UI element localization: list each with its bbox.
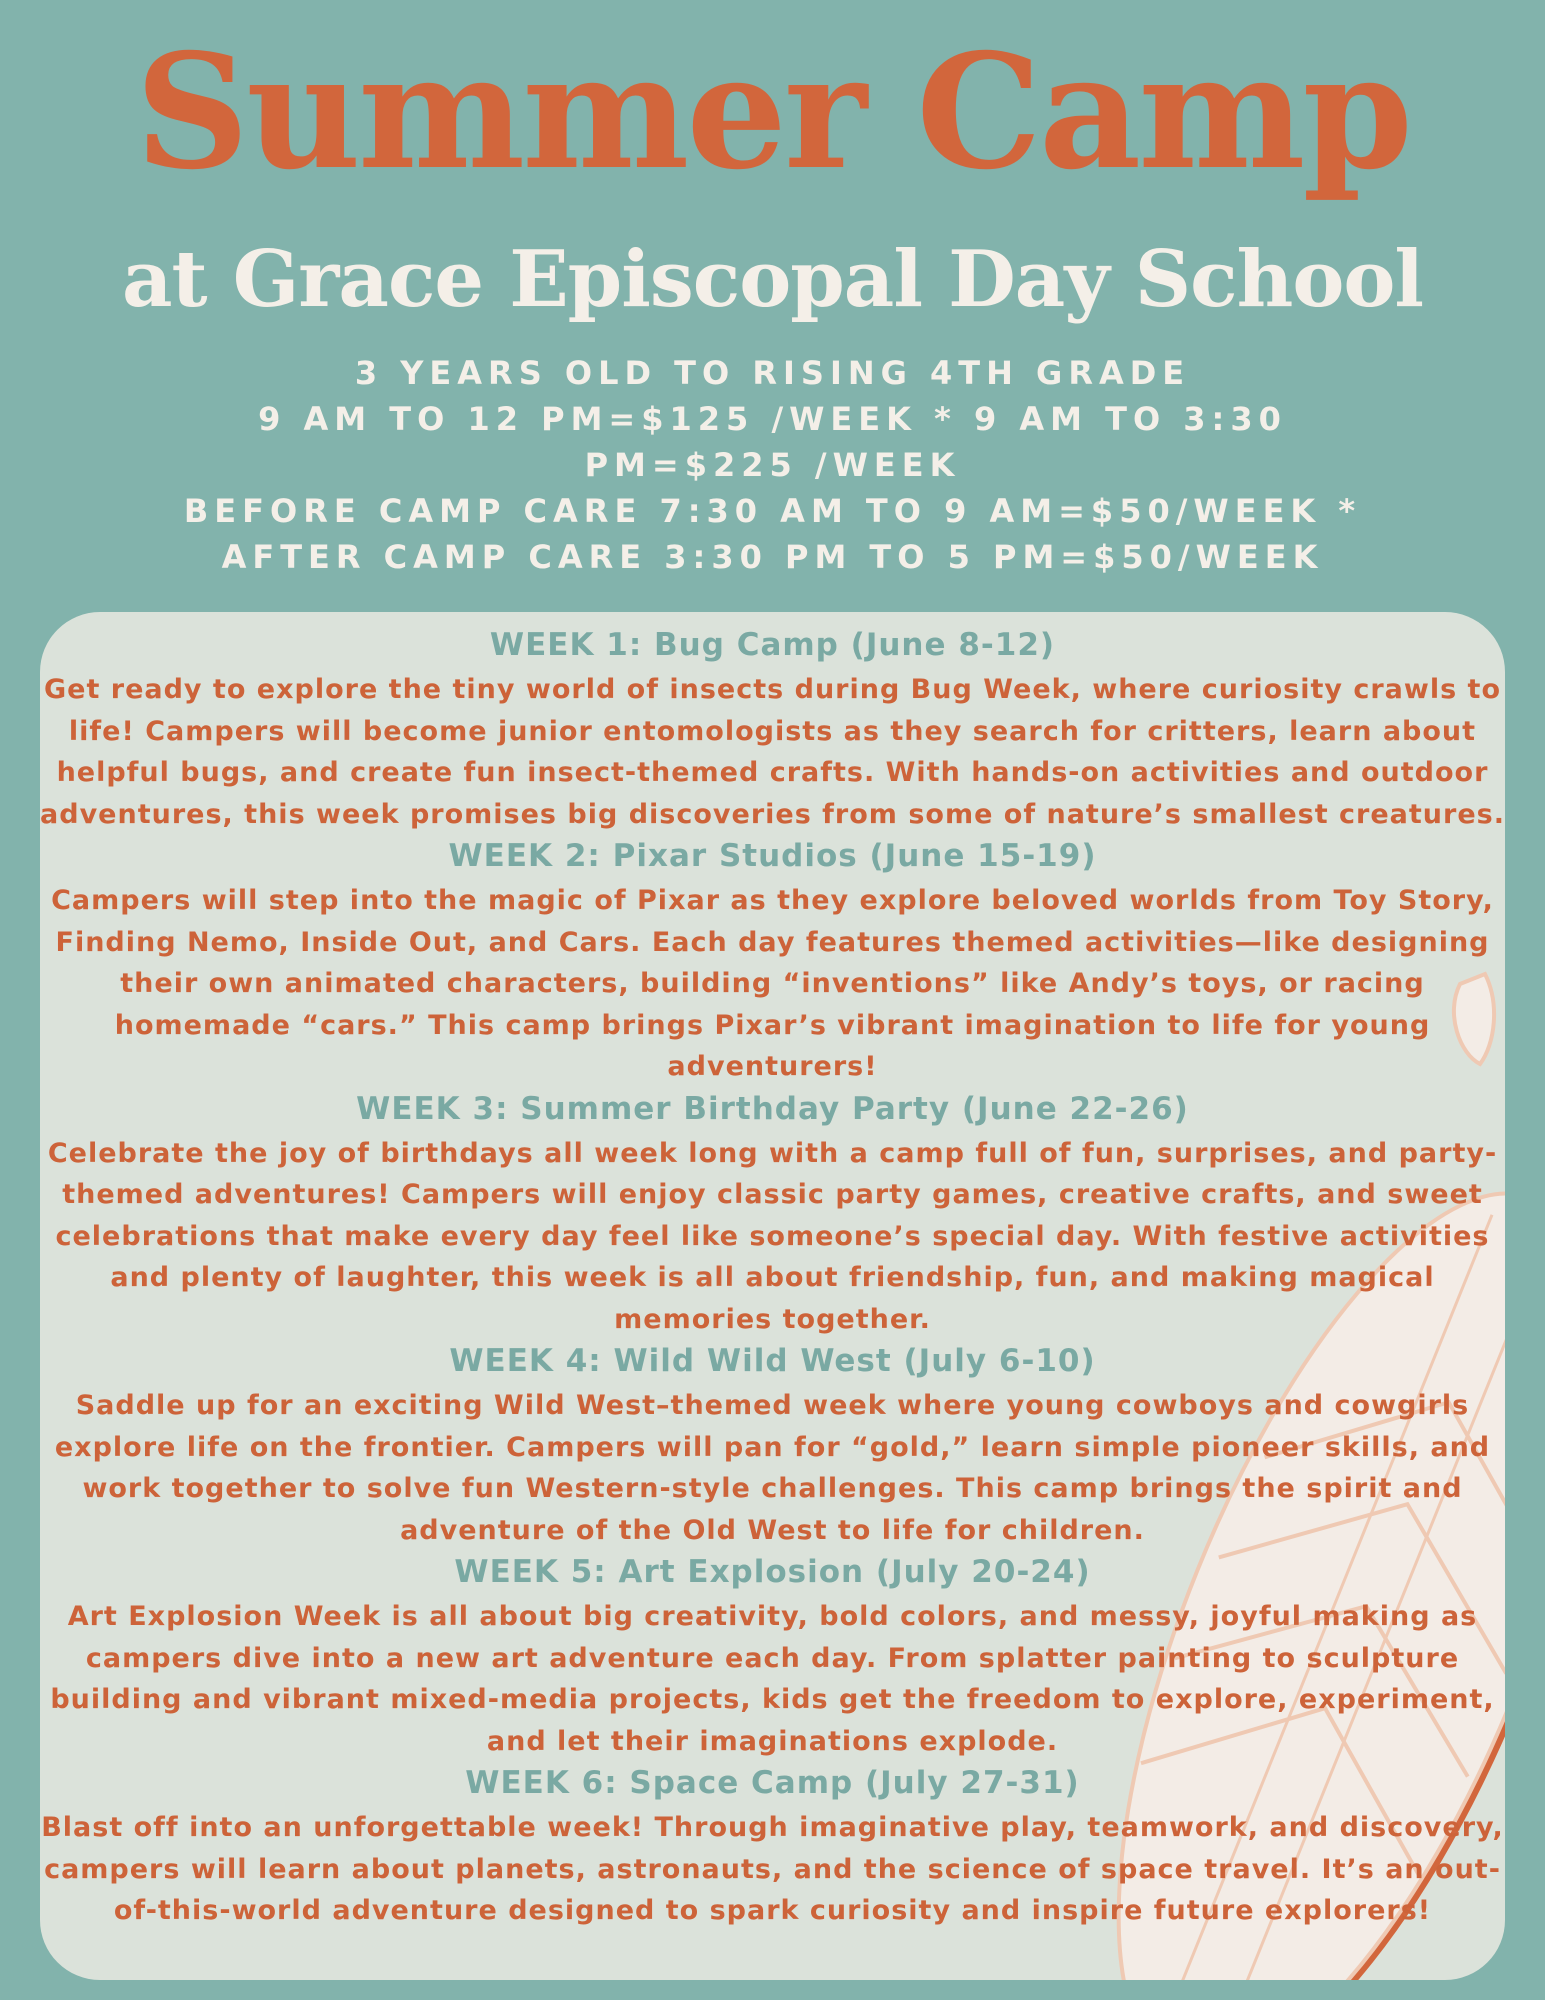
week-1-title: WEEK 1: Bug Camp (June 8-12) [489,627,1056,663]
description-line: Art Explosion Week is all about big creativity, bold colors, and messy, joyful making as [67,1601,1478,1632]
description-line: life! Campers will become junior entomologists as they search for critters, learn about [68,715,1477,747]
description-line: Saddle up for an exciting Wild West–themed week where young cowboys and cowgirls [75,1390,1470,1421]
pricing-line-b: PM=$225 /WEEK [584,446,961,484]
week-2-title: WEEK 2: Pixar Studios (June 15-19) [448,838,1097,874]
weeks-list [40,624,1505,1932]
description-line: adventure of the Old West to life for children. [400,1514,1145,1546]
before-care: BEFORE CAMP CARE 7:30 AM TO 9 AM=$50/WEEK * [183,492,1362,530]
description-line: adventurers! [667,1051,878,1082]
description-line: of-this-world adventure designed to spark curiosity and inspire future explorers! [113,1895,1432,1926]
pricing-line-a: 9 AM TO 12 PM=$125 /WEEK * 9 AM TO 3:30 [258,400,1287,438]
week-5-title: WEEK 5: Art Explosion (July 20-24) [454,1554,1091,1590]
week-6-description [40,1807,1505,1932]
camp-title: Summer Camp [135,20,1410,205]
description-line: Blast off into an unforgettable week! Through imaginative play, teamwork, and discovery, [41,1812,1504,1843]
school-subtitle: at Grace Episcopal Day School [121,234,1424,325]
week-3-description [40,1133,1505,1341]
description-line: Celebrate the joy of birthdays all week long with a camp full of fun, surprises, and party- [47,1137,1498,1169]
week-4-title: WEEK 4: Wild Wild West (July 6-10) [449,1343,1096,1379]
description-line: campers will learn about planets, astronauts, and the science of space travel. It’s an out- [44,1853,1501,1885]
description-line: homemade “cars.” This camp brings Pixar’s vibrant imagination to life for young [114,1009,1431,1041]
week-6-title: WEEK 6: Space Camp (July 27-31) [465,1765,1080,1801]
description-line: and plenty of laughter, this week is all about friendship, fun, and making magical [110,1262,1435,1293]
week-3-title: WEEK 3: Summer Birthday Party (June 22-26) [356,1090,1189,1127]
weeks-card [40,612,1505,1980]
after-care: AFTER CAMP CARE 3:30 PM TO 5 PM=$50/WEEK [221,538,1324,576]
description-line: explore life on the frontier. Campers will pan for “gold,” learn simple pioneer skills, and [54,1431,1491,1463]
description-line: Get ready to explore the tiny world of insects during Bug Week, where curiosity crawls to [43,674,1502,705]
description-line: themed adventures! Campers will enjoy classic party games, creative crafts, and sweet [62,1179,1483,1210]
description-line: celebrations that make every day feel like someone’s special day. With festive activities [55,1220,1490,1252]
description-line: Finding Nemo, Inside Out, and Cars. Each day features themed activities—like designing [55,926,1490,958]
description-line: and let their imaginations explode. [486,1725,1059,1757]
description-line: memories together. [614,1303,931,1335]
age-range: 3 YEARS OLD TO RISING 4TH GRADE [354,354,1191,392]
description-line: work together to solve fun Western-style challenges. This camp brings the spirit and [82,1473,1463,1504]
week-5-description [40,1596,1505,1762]
description-line: adventures, this week promises big discoveries from some of nature’s smallest creatures. [40,798,1505,830]
description-line: helpful bugs, and create fun insect-themed crafts. With hands-on activities and outdoor [56,757,1489,788]
camp-info [150,350,1395,580]
description-line: Campers will step into the magic of Pixar as they explore beloved worlds from Toy Story, [51,885,1494,916]
week-4-description [40,1385,1505,1551]
description-line: building and vibrant mixed-media projects, kids get the freedom to explore, experiment, [50,1684,1495,1715]
week-2-description [40,880,1505,1088]
week-1-description [40,669,1505,835]
description-line: their own animated characters, building “inventions” like Andy’s toys, or racing [120,968,1425,999]
description-line: campers dive into a new art adventure each day. From splatter painting to sculpture [85,1642,1460,1674]
